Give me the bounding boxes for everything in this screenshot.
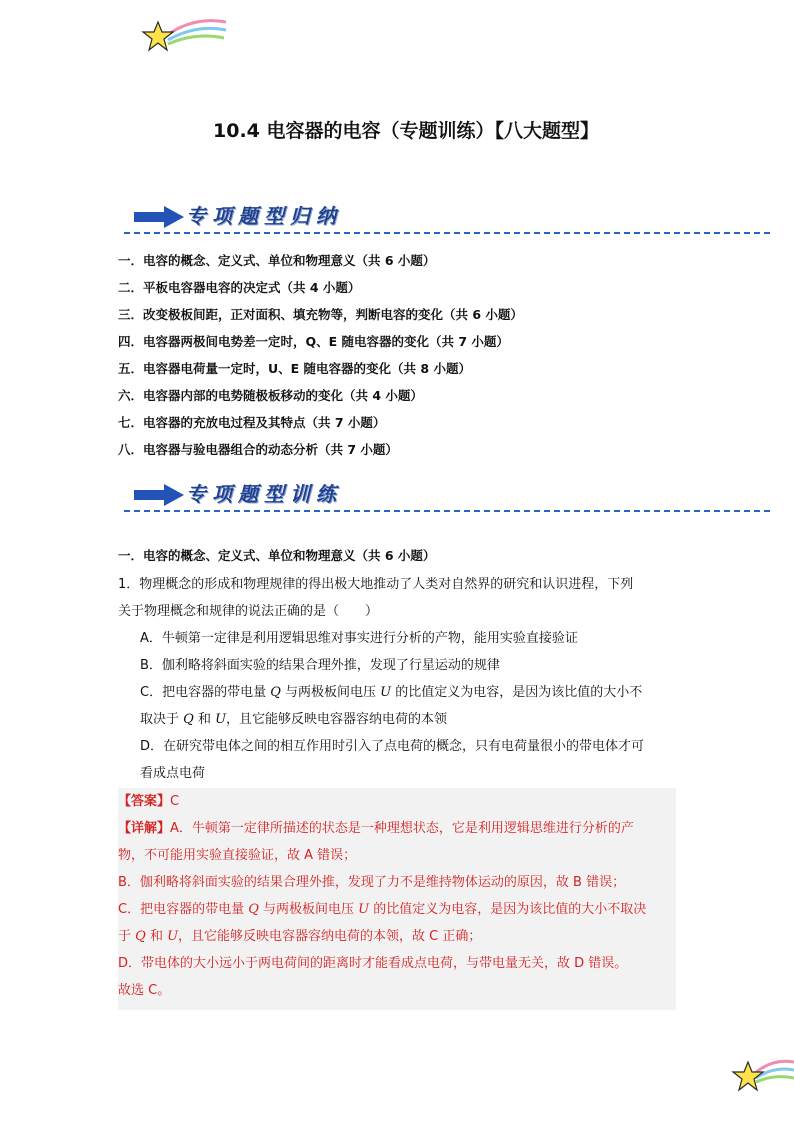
- topic-item: 五．电容器电荷量一定时，U、E 随电容器的变化（共 8 小题）: [118, 361, 471, 376]
- answer-box: [118, 788, 676, 1010]
- question-stem: 关于物理概念和规律的说法正确的是（ ）: [118, 604, 379, 619]
- topic-item: 四．电容器两极间电势差一定时，Q、E 随电容器的变化（共 7 小题）: [118, 334, 509, 349]
- page-title: 10.4 电容器的电容（专题训练）【八大题型】: [213, 120, 599, 142]
- question-stem: 1．物理概念的形成和物理规律的得出极大地推动了人类对自然界的研究和认识进程，下列: [118, 577, 634, 592]
- option-d-continued: 看成点电荷: [140, 766, 206, 781]
- topic-item: 八．电容器与验电器组合的动态分析（共 7 小题）: [118, 442, 398, 457]
- arrow-right-icon: [134, 484, 184, 506]
- banner-title: 专项题型归纳: [186, 204, 342, 228]
- topic-item: 二．平板电容器电容的决定式（共 4 小题）: [118, 280, 361, 295]
- detail-line: 于 Q 和 U，且它能够反映电容器容纳电荷的本领，故 C 正确；: [118, 929, 482, 944]
- topic-list: [118, 247, 738, 463]
- section-banner-summary: [120, 200, 770, 236]
- option-c-continued: 取决于 Q 和 U，且它能够反映电容器容纳电荷的本领: [140, 712, 448, 727]
- detail-line: D．带电体的大小远小于两电荷间的距离时才能看成点电荷，与带电量无关，故 D 错误。: [118, 956, 628, 971]
- topic-item: 一．电容的概念、定义式、单位和物理意义（共 6 小题）: [118, 253, 436, 268]
- topic-item: 七．电容器的充放电过程及其特点（共 7 小题）: [118, 415, 386, 430]
- shooting-star-icon: [728, 1052, 794, 1098]
- answer-line: 【答案】C: [118, 794, 180, 809]
- topic-item: 六．电容器内部的电势随极板移动的变化（共 4 小题）: [118, 388, 423, 403]
- dashed-divider: [124, 510, 770, 512]
- detail-line: B．伽利略将斜面实验的结果合理外推，发现了力不是维持物体运动的原因，故 B 错误；: [118, 875, 626, 890]
- banner-title: 专项题型训练: [186, 482, 342, 506]
- option-c: C．把电容器的带电量 Q 与两极板间电压 U 的比值定义为电容，是因为该比值的大小不: [140, 685, 643, 700]
- topic-item: 三．改变极板间距，正对面积、填充物等，判断电容的变化（共 6 小题）: [118, 307, 523, 322]
- section-banner-training: [120, 478, 770, 514]
- question-block: [118, 571, 678, 787]
- option-d: D．在研究带电体之间的相互作用时引入了点电荷的概念，只有电荷量很小的带电体才可: [140, 739, 645, 754]
- arrow-right-icon: [134, 206, 184, 228]
- detail-line: 物，不可能用实验直接验证，故 A 错误；: [118, 848, 357, 863]
- dashed-divider: [124, 232, 770, 234]
- section-heading: 一．电容的概念、定义式、单位和物理意义（共 6 小题）: [118, 548, 436, 563]
- option-a: A．牛顿第一定律是利用逻辑思维对事实进行分析的产物，能用实验直接验证: [140, 631, 578, 646]
- shooting-star-icon: [138, 14, 228, 60]
- option-b: B．伽利略将斜面实验的结果合理外推，发现了行星运动的规律: [140, 658, 500, 673]
- detail-line: 故选 C。: [118, 983, 171, 998]
- detail-line: 【详解】A．牛顿第一定律所描述的状态是一种理想状态，它是利用逻辑思维进行分析的产: [118, 821, 634, 836]
- detail-line: C．把电容器的带电量 Q 与两极板间电压 U 的比值定义为电容，是因为该比值的大小不取决: [118, 902, 647, 917]
